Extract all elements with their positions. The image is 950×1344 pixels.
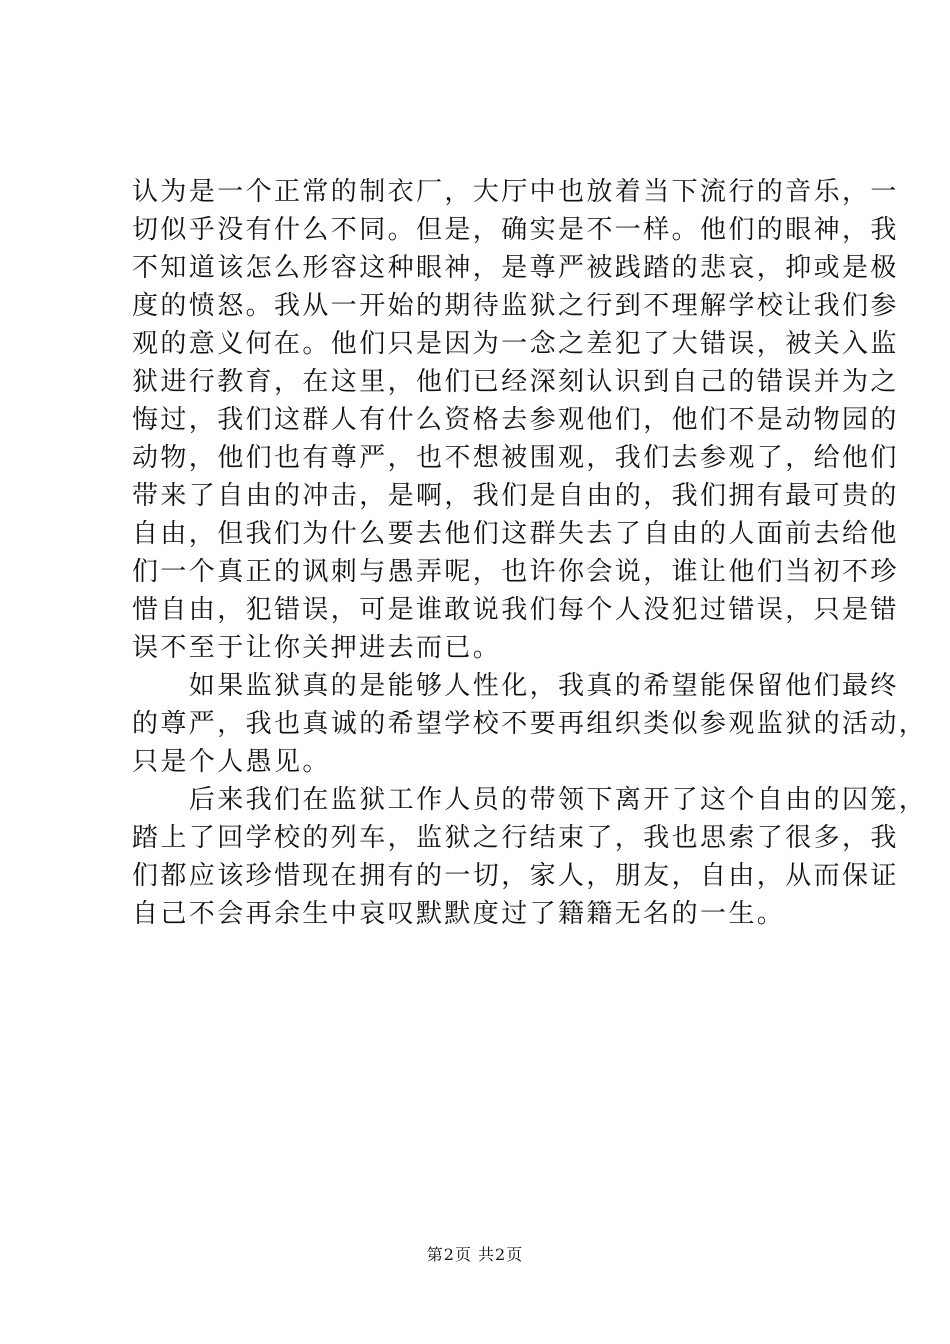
text-line: 切似乎没有什么不同。但是，确实是不一样。他们的眼神，我 (132, 215, 899, 245)
text-line: 度的愤怒。我从一开始的期待监狱之行到不理解学校让我们参 (132, 291, 899, 321)
page-footer (0, 1245, 950, 1265)
text-line: 带来了自由的冲击，是啊，我们是自由的，我们拥有最可贵的 (132, 481, 899, 511)
text-line: 如果监狱真的是能够人性化，我真的希望能保留他们最终 (132, 671, 899, 701)
text-line: 踏上了回学校的列车，监狱之行结束了，我也思索了很多，我 (132, 823, 899, 853)
text-line: 观的意义何在。他们只是因为一念之差犯了大错误，被关入监 (132, 329, 899, 359)
text-line: 自由，但我们为什么要去他们这群失去了自由的人面前去给他 (132, 519, 899, 549)
body-text (132, 173, 928, 933)
page-number: 第2页 共2页 (426, 1245, 524, 1264)
text-line: 们都应该珍惜现在拥有的一切，家人，朋友，自由，从而保证 (132, 861, 899, 891)
text-line: 狱进行教育，在这里，他们已经深刻认识到自己的错误并为之 (132, 367, 899, 397)
text-line: 不知道该怎么形容这种眼神，是尊严被践踏的悲哀，抑或是极 (132, 253, 899, 283)
text-line: 后来我们在监狱工作人员的带领下离开了这个自由的囚笼， (132, 785, 928, 815)
text-line: 认为是一个正常的制衣厂，大厅中也放着当下流行的音乐，一 (132, 177, 899, 207)
text-line: 的尊严，我也真诚的希望学校不要再组织类似参观监狱的活动， (132, 709, 928, 739)
text-line: 悔过，我们这群人有什么资格去参观他们，他们不是动物园的 (132, 405, 899, 435)
text-line: 惜自由，犯错误，可是谁敢说我们每个人没犯过错误，只是错 (132, 595, 899, 625)
text-line: 误不至于让你关押进去而已。 (132, 633, 502, 663)
text-line: 们一个真正的讽刺与愚弄呢，也许你会说，谁让他们当初不珍 (132, 557, 899, 587)
text-line: 动物，他们也有尊严，也不想被围观，我们去参观了，给他们 (132, 443, 899, 473)
text-line: 只是个人愚见。 (132, 747, 331, 777)
text-line: 自己不会再余生中哀叹默默度过了籍籍无名的一生。 (132, 899, 786, 929)
